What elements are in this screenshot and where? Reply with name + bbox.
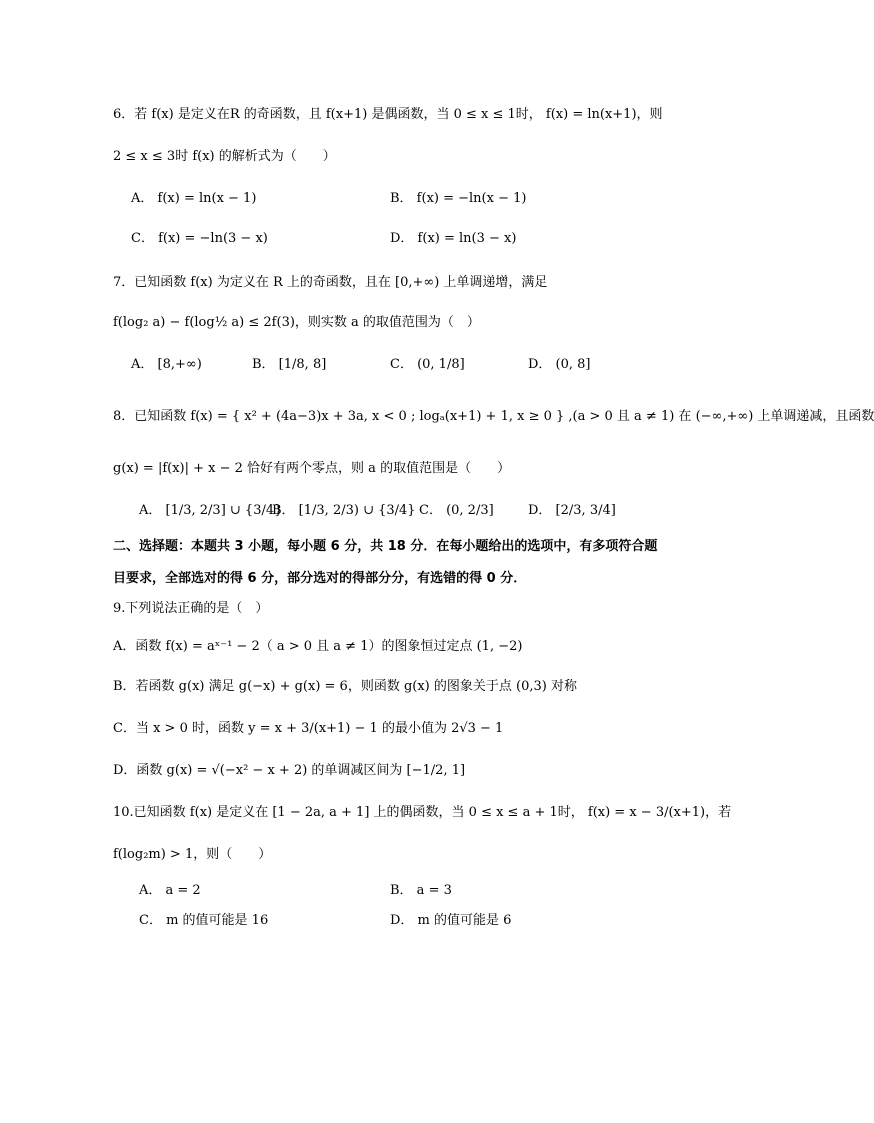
q9-option-a: A．函数 f(x) = aˣ⁻¹ − 2（ a > 0 且 a ≠ 1）的图象恒过定点 (1, −2) bbox=[113, 639, 523, 654]
q7-option-d: D． (0, 8] bbox=[528, 357, 591, 372]
q8-option-c: C． (0, 2/3] bbox=[419, 503, 494, 518]
q6-option-b: B． f(x) = −ln(x − 1) bbox=[390, 191, 527, 206]
q8-stem-line-2: g(x) = |f(x)| + x − 2 恰好有两个零点，则 a 的取值范围是（ ） bbox=[113, 461, 511, 476]
q10-stem-line-2: f(log₂m) > 1，则（ ） bbox=[113, 847, 272, 862]
q6-option-c: C． f(x) = −ln(3 − x) bbox=[131, 231, 268, 246]
q8-stem-line-1: 8．已知函数 f(x) = { x² + (4a−3)x + 3a, x < 0 ; logₐ(x+1) + 1, x ≥ 0 } ,(a > 0 且 a ≠ 1) 在 (−∞,+∞) 上单调递减，且函数 bbox=[113, 409, 874, 424]
q7-option-a: A． [8,+∞) bbox=[131, 357, 202, 372]
q10-option-c: C． m 的值可能是 16 bbox=[139, 913, 269, 928]
q6-option-a: A． f(x) = ln(x − 1) bbox=[131, 191, 257, 206]
q9-option-b: B．若函数 g(x) 满足 g(−x) + g(x) = 6，则函数 g(x) 的图象关于点 (0,3) 对称 bbox=[113, 679, 577, 694]
q9-option-c: C．当 x > 0 时，函数 y = x + 3/(x+1) − 1 的最小值为 2√3 − 1 bbox=[113, 721, 504, 736]
section-2-instructions-line-2: 目要求，全部选对的得 6 分，部分选对的得部分分，有选错的得 0 分． bbox=[113, 571, 527, 586]
q7-stem-line-2: f(log₂ a) − f(log½ a) ≤ 2f(3)，则实数 a 的取值范围为（ ） bbox=[113, 315, 480, 330]
q8-option-b: B． [1/3, 2/3) ∪ {3/4} bbox=[272, 503, 416, 518]
q10-option-a: A． a = 2 bbox=[139, 883, 201, 898]
q6-stem-line-2: 2 ≤ x ≤ 3时 f(x) 的解析式为（ ） bbox=[113, 149, 336, 164]
q6-option-d: D． f(x) = ln(3 − x) bbox=[390, 231, 517, 246]
q6-stem-line-1: 6．若 f(x) 是定义在R 的奇函数，且 f(x+1) 是偶函数，当 0 ≤ x ≤ 1时， f(x) = ln(x+1)，则 bbox=[113, 107, 663, 122]
q7-option-c: C． (0, 1/8] bbox=[390, 357, 465, 372]
q7-option-b: B． [1/8, 8] bbox=[252, 357, 327, 372]
q10-option-d: D． m 的值可能是 6 bbox=[390, 913, 512, 928]
q9-option-d: D．函数 g(x) = √(−x² − x + 2) 的单调减区间为 [−1/2, 1] bbox=[113, 763, 466, 778]
section-2-instructions-line-1: 二、选择题：本题共 3 小题，每小题 6 分，共 18 分．在每小题给出的选项中，有多项符合题 bbox=[113, 539, 658, 554]
q8-option-d: D． [2/3, 3/4] bbox=[528, 503, 616, 518]
q10-stem-line-1: 10.已知函数 f(x) 是定义在 [1 − 2a, a + 1] 上的偶函数，当 0 ≤ x ≤ a + 1时， f(x) = x − 3/(x+1)，若 bbox=[113, 805, 732, 820]
q8-option-a: A． [1/3, 2/3] ∪ {3/4} bbox=[139, 503, 283, 518]
q7-stem-line-1: 7．已知函数 f(x) 为定义在 R 上的奇函数，且在 [0,+∞) 上单调递增，满足 bbox=[113, 275, 548, 290]
q10-option-b: B． a = 3 bbox=[390, 883, 452, 898]
q9-stem: 9.下列说法正确的是（ ） bbox=[113, 601, 269, 616]
